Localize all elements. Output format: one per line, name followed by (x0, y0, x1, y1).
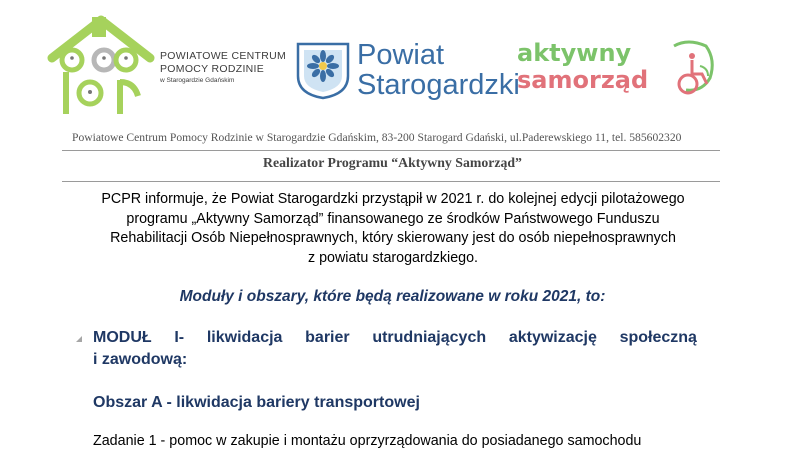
wheelchair-icon (674, 42, 712, 93)
pcpr-house-icon (52, 17, 150, 114)
modul-heading-line1 (93, 327, 697, 349)
collapse-triangle-icon[interactable] (76, 336, 82, 342)
aktywny-line1: aktywny (517, 39, 632, 67)
intro-line: PCPR informuje, że Powiat Starogardzki przystąpił w 2021 r. do kolejnej edycji pilotażowego (101, 191, 685, 207)
address-line: Powiatowe Centrum Pomocy Rodzinie w Starogardzie Gdańskim, 83-200 Starogard Gdański, ul.Paderewskiego 11, tel. 585602320 (72, 131, 682, 144)
powiat-line2: Starogardzki (357, 69, 520, 101)
intro-line: Rehabilitacji Osób Niepełnosprawnych, który skierowany jest do osób niepełnosprawnych (110, 230, 676, 246)
obszar-heading: Obszar A - likwidacja bariery transportowej (93, 394, 420, 411)
modul-heading (93, 327, 697, 371)
pcpr-line3: w Starogardzie Gdańskim (160, 77, 235, 84)
divider-bottom (62, 181, 720, 182)
divider-top (62, 150, 720, 151)
modul-word: społeczną (619, 329, 697, 346)
aktywny-logo-text (517, 40, 648, 94)
powiat-crest-icon (298, 44, 348, 98)
intro-line: z powiatu starogardzkiego. (307, 249, 479, 266)
realizator-title: Realizator Programu “Aktywny Samorząd” (263, 155, 522, 170)
modul-word: barier (305, 329, 350, 346)
intro-line: programu „Aktywny Samorząd” finansowanego ze środków Państwowego Funduszu (126, 210, 660, 227)
header-logos (0, 0, 785, 130)
powiat-logo-text (357, 40, 520, 100)
modul-word: I- (174, 329, 185, 346)
modul-word: aktywizację (508, 329, 597, 346)
moduly-heading: Moduły i obszary, które będą realizowane w roku 2021, to: (179, 288, 606, 305)
powiat-line1: Powiat (357, 39, 445, 71)
modul-word: utrudniających (372, 329, 487, 346)
pcpr-line1: POWIATOWE CENTRUM (160, 50, 287, 62)
intro-paragraph (88, 190, 698, 268)
aktywny-line2: samorząd (517, 66, 649, 94)
modul-word: likwidacja (206, 329, 283, 346)
zadanie-text: Zadanie 1 - pomoc w zakupie i montażu oprzyrządowania do posiadanego samochodu (93, 433, 642, 449)
pcpr-line2: POMOCY RODZINIE (160, 63, 265, 75)
modul-word: MODUŁ (93, 329, 152, 346)
pcpr-logo-text (160, 50, 286, 86)
modul-heading-line2: i zawodową: (93, 351, 188, 368)
